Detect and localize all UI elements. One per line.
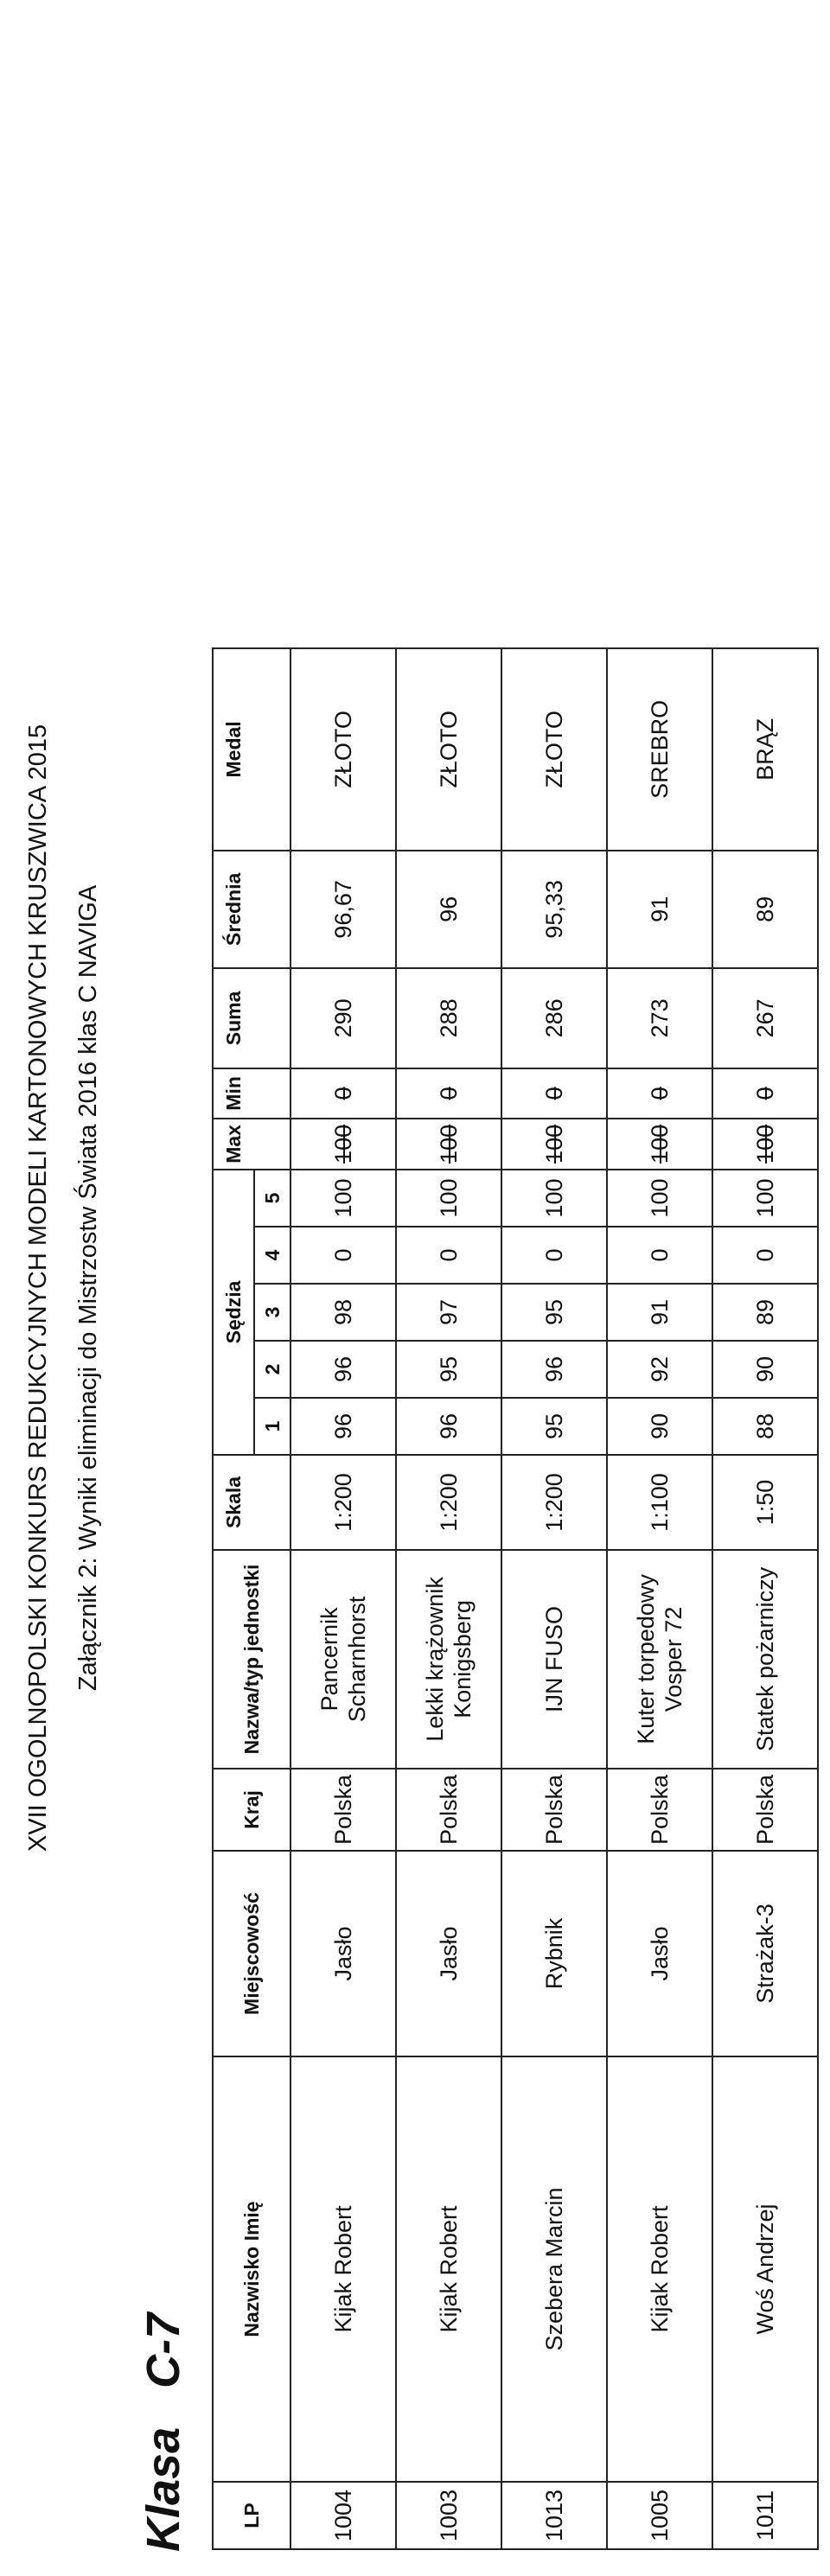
table-row [501, 648, 607, 2549]
header-medal: Medal [213, 648, 254, 851]
cell-name: Szebera Marcin [501, 2056, 607, 2482]
document-title: XVII OGOLNOPOLSKI KONKURS REDUKCYJNYCH MODELI KARTONOWYCH KRUSZWICA 2015 [24, 724, 52, 1852]
cell-min: 0 [501, 1068, 607, 1119]
header-sum: Suma [213, 968, 254, 1068]
cell-sum: 290 [290, 968, 396, 1068]
cell-judge-2: 96 [501, 1341, 607, 1398]
class-value: C-7 [137, 2312, 189, 2388]
cell-medal: SREBRO [607, 648, 712, 851]
results-table [212, 647, 819, 2550]
cell-judge-4: 0 [712, 1227, 818, 1284]
cell-name: Woś Andrzej [712, 2056, 818, 2482]
cell-avg: 91 [607, 851, 712, 968]
header-judge-2: 2 [254, 1341, 290, 1398]
cell-city: Rybnik [501, 1851, 607, 2056]
cell-city: Jasło [396, 1851, 501, 2056]
cell-judge-2: 92 [607, 1341, 712, 1398]
table-row [712, 648, 818, 2549]
cell-sum: 267 [712, 968, 818, 1068]
cell-unit: Kuter torpedowy Vosper 72 [607, 1550, 712, 1769]
cell-name: Kijak Robert [607, 2056, 712, 2482]
cell-min: 0 [712, 1068, 818, 1119]
header-sum-cont [254, 968, 290, 1068]
header-name: Nazwisko Imię [213, 2056, 290, 2482]
header-avg: Średnia [213, 851, 254, 968]
header-scale: Skala [213, 1455, 254, 1550]
cell-max: 100 [712, 1119, 818, 1170]
cell-judge-5: 100 [290, 1170, 396, 1227]
header-scale-cont [254, 1455, 290, 1550]
class-label: Klasa [137, 2426, 189, 2552]
cell-scale: 1:50 [712, 1455, 818, 1550]
table-row [290, 648, 396, 2549]
cell-sum: 273 [607, 968, 712, 1068]
cell-country: Polska [712, 1769, 818, 1851]
cell-name: Kijak Robert [290, 2056, 396, 2482]
cell-country: Polska [396, 1769, 501, 1851]
header-judge-4: 4 [254, 1227, 290, 1284]
header-medal-cont [254, 648, 290, 851]
cell-scale: 1:200 [501, 1455, 607, 1550]
header-city: Miejscowość [213, 1851, 290, 2056]
cell-judge-4: 0 [396, 1227, 501, 1284]
cell-medal: BRĄZ [712, 648, 818, 851]
cell-country: Polska [290, 1769, 396, 1851]
cell-scale: 1:100 [607, 1455, 712, 1550]
cell-max: 100 [396, 1119, 501, 1170]
cell-unit: Pancernik Scharnhorst [290, 1550, 396, 1769]
header-judge-1: 1 [254, 1398, 290, 1455]
cell-min: 0 [290, 1068, 396, 1119]
cell-max: 100 [607, 1119, 712, 1170]
cell-unit: Statek pożarniczy [712, 1550, 818, 1769]
cell-city: Jasło [290, 1851, 396, 2056]
cell-lp: 1004 [290, 2482, 396, 2549]
cell-judge-1: 96 [290, 1398, 396, 1455]
cell-sum: 286 [501, 968, 607, 1068]
cell-unit: Lekki krążownik Konigsberg [396, 1550, 501, 1769]
cell-city: Jasło [607, 1851, 712, 2056]
class-heading [137, 2313, 190, 2552]
cell-judge-3: 97 [396, 1284, 501, 1341]
cell-judge-5: 100 [607, 1170, 712, 1227]
header-avg-cont [254, 851, 290, 968]
cell-judge-3: 98 [290, 1284, 396, 1341]
cell-lp: 1011 [712, 2482, 818, 2549]
header-judge-3: 3 [254, 1284, 290, 1341]
cell-judge-1: 90 [607, 1398, 712, 1455]
cell-unit: IJN FUSO [501, 1550, 607, 1769]
cell-country: Polska [501, 1769, 607, 1851]
cell-country: Polska [607, 1769, 712, 1851]
cell-scale: 1:200 [396, 1455, 501, 1550]
header-judge-5: 5 [254, 1170, 290, 1227]
header-max-cont [254, 1119, 290, 1170]
cell-lp: 1005 [607, 2482, 712, 2549]
cell-judge-2: 90 [712, 1341, 818, 1398]
document-subtitle: Załącznik 2: Wyniki eliminacji do Mistrzostw Świata 2016 klas C NAVIGA [74, 884, 102, 1692]
cell-medal: ZŁOTO [290, 648, 396, 851]
cell-judge-5: 100 [501, 1170, 607, 1227]
cell-medal: ZŁOTO [396, 648, 501, 851]
cell-lp: 1003 [396, 2482, 501, 2549]
header-country: Kraj [213, 1769, 290, 1851]
cell-judge-3: 95 [501, 1284, 607, 1341]
cell-judge-5: 100 [712, 1170, 818, 1227]
cell-judge-4: 0 [607, 1227, 712, 1284]
cell-min: 0 [396, 1068, 501, 1119]
cell-avg: 96,67 [290, 851, 396, 968]
cell-judge-3: 89 [712, 1284, 818, 1341]
cell-judge-1: 96 [396, 1398, 501, 1455]
table-row [396, 648, 501, 2549]
cell-avg: 89 [712, 851, 818, 968]
cell-judge-2: 96 [290, 1341, 396, 1398]
cell-judge-5: 100 [396, 1170, 501, 1227]
cell-name: Kijak Robert [396, 2056, 501, 2482]
cell-min: 0 [607, 1068, 712, 1119]
cell-scale: 1:200 [290, 1455, 396, 1550]
header-unit: Nazwa/typ jednostki [213, 1550, 290, 1769]
cell-avg: 96 [396, 851, 501, 968]
header-max: Max [213, 1119, 254, 1170]
cell-lp: 1013 [501, 2482, 607, 2549]
cell-judge-2: 95 [396, 1341, 501, 1398]
cell-sum: 288 [396, 968, 501, 1068]
cell-avg: 95,33 [501, 851, 607, 968]
cell-judge-4: 0 [501, 1227, 607, 1284]
header-lp: LP [213, 2482, 290, 2549]
header-judge: Sędzia [213, 1170, 254, 1455]
cell-medal: ZŁOTO [501, 648, 607, 851]
cell-judge-1: 95 [501, 1398, 607, 1455]
header-min: Min [213, 1068, 254, 1119]
cell-max: 100 [501, 1119, 607, 1170]
cell-judge-3: 91 [607, 1284, 712, 1341]
cell-city: Strażak-3 [712, 1851, 818, 2056]
cell-judge-4: 0 [290, 1227, 396, 1284]
cell-judge-1: 88 [712, 1398, 818, 1455]
table-row [607, 648, 712, 2549]
header-min-cont [254, 1068, 290, 1119]
cell-max: 100 [290, 1119, 396, 1170]
